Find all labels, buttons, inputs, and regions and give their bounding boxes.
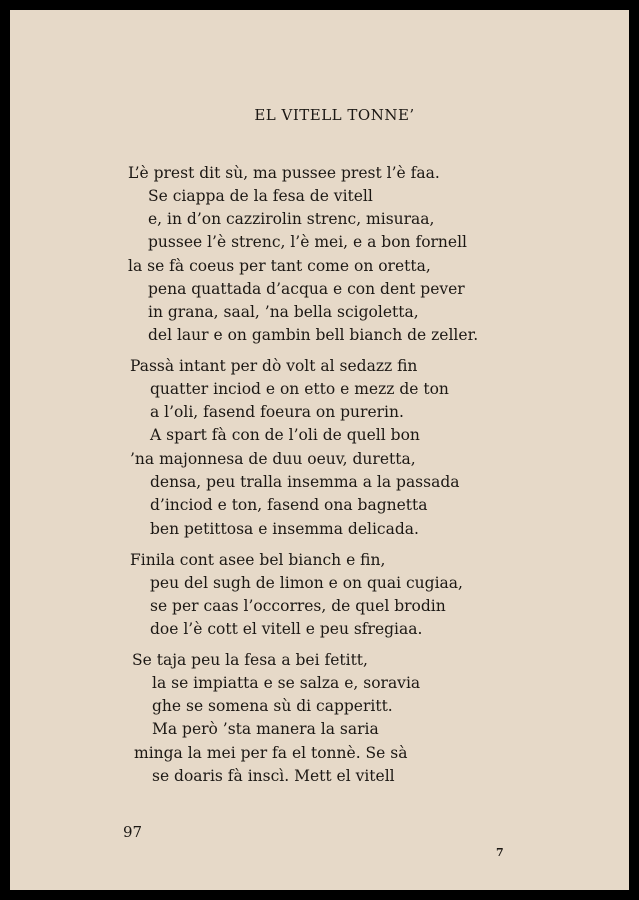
- verse-line: a l’oli, fasend foeura on purerin.: [150, 403, 404, 421]
- verse-line: e, in d’on cazzirolin strenc, misuraa,: [148, 210, 435, 228]
- poem-title: EL VITELL TONNE’: [254, 106, 415, 124]
- verse-line: la se fà coeus per tant come on oretta,: [128, 257, 431, 275]
- verse-line: in grana, saal, ’na bella scigoletta,: [148, 303, 419, 321]
- verse-line: peu del sugh de limon e on quai cugiaa,: [150, 574, 463, 592]
- verse-line: densa, peu tralla insemma a la passada: [150, 473, 460, 491]
- verse-line: del laur e on gambin bell bianch de zeller.: [148, 326, 479, 344]
- verse-line: doe l’è cott el vitell e peu sfregiaa.: [150, 620, 423, 638]
- verse-line: ghe se somena sù di capperitt.: [152, 697, 393, 715]
- verse-line: d’inciod e ton, fasend ona bagnetta: [150, 496, 428, 514]
- verse-line: minga la mei per fa el tonnè. Se sà: [134, 744, 408, 762]
- book-page: [10, 10, 629, 890]
- verse-line: pena quattada d’acqua e con dent pever: [148, 280, 465, 298]
- verse-line: la se impiatta e se salza e, soravia: [152, 674, 421, 692]
- signature-mark: 7: [496, 846, 504, 859]
- verse-line: se per caas l’occorres, de quel brodin: [150, 597, 446, 615]
- verse-line: Passà intant per dò volt al sedazz fin: [130, 357, 418, 375]
- verse-line: Se taja peu la fesa a bei fetitt,: [132, 651, 368, 669]
- verse-line: pussee l’è strenc, l’è mei, e a bon fornell: [148, 233, 467, 251]
- page-number: 97: [123, 823, 143, 841]
- verse-line: L’è prest dit sù, ma pussee prest l’è faa.: [128, 164, 440, 182]
- verse-line: Ma però ’sta manera la saria: [152, 720, 379, 738]
- verse-line: Finila cont asee bel bianch e fin,: [130, 551, 386, 569]
- verse-line: ben petittosa e insemma delicada.: [150, 520, 419, 538]
- verse-line: se doaris fà inscì. Mett el vitell: [152, 767, 395, 785]
- verse-line: quatter inciod e on etto e mezz de ton: [150, 380, 449, 398]
- verse-line: Se ciappa de la fesa de vitell: [148, 187, 373, 205]
- verse-line: A spart fà con de l’oli de quell bon: [150, 426, 420, 444]
- verse-line: ’na majonnesa de duu oeuv, duretta,: [130, 450, 416, 468]
